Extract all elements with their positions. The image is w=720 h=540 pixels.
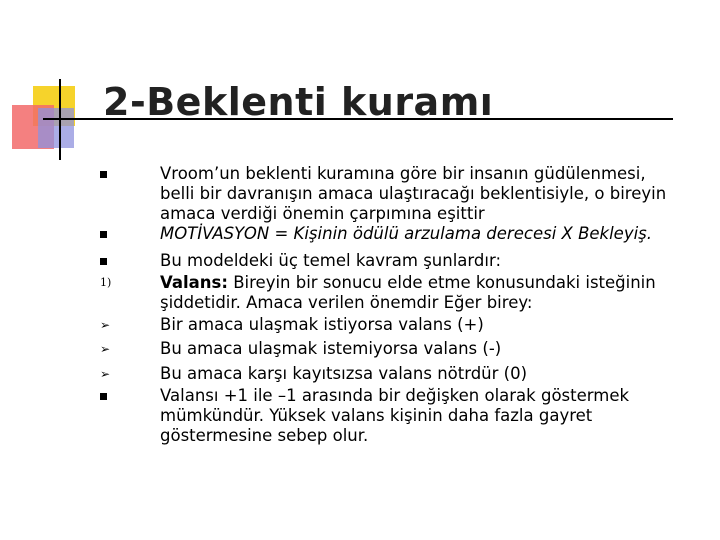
text-line: Bir amaca ulaşmak istiyorsa valans (+)	[160, 315, 484, 334]
text-line: MOTİVASYON = Kişinin ödülü arzulama derecesi X Bekleyiş.	[160, 224, 653, 243]
text-line: şiddetidir. Amaca verilen önemdir Eğer birey:	[160, 293, 533, 312]
bullet-text	[160, 315, 705, 335]
text-line	[160, 273, 705, 293]
square-bullet-icon	[100, 164, 120, 178]
number-marker: 1)	[100, 276, 112, 289]
text-line: Valansı +1 ile –1 arasında bir değişken olarak göstermek	[160, 386, 630, 405]
square-bullet-icon	[100, 224, 120, 238]
text-line: Bu amaca ulaşmak istemiyorsa valans (-)	[160, 339, 502, 358]
text-span: Bireyin bir sonucu elde etme konusundaki isteğinin	[227, 273, 656, 292]
slide-title: 2-Beklenti kuramı	[103, 80, 494, 124]
text-line: amaca verdiği önemin çarpımına eşittir	[160, 204, 485, 223]
text-line: Bu amaca karşı kayıtsızsa valans nötrdür (0)	[160, 364, 528, 383]
arrow-bullet-icon: ➢	[100, 342, 111, 356]
text-line: Vroom’un beklenti kuramına göre bir insanın güdülenmesi,	[160, 164, 646, 183]
bullet-text	[160, 224, 705, 244]
decorative-blue-square	[38, 108, 74, 148]
bullet-text	[160, 164, 705, 224]
bullet-text	[160, 386, 705, 446]
text-line: göstermesine sebep olur.	[160, 426, 369, 445]
arrow-bullet-icon: ➢	[100, 318, 111, 332]
text-line: belli bir davranışın amaca ulaştıracağı beklentisiyle, o bireyin	[160, 184, 667, 203]
arrow-bullet-icon: ➢	[100, 367, 111, 381]
square-bullet-icon	[100, 251, 120, 265]
text-line: mümkündür. Yüksek valans kişinin daha fazla gayret	[160, 406, 593, 425]
square-bullet-icon	[100, 386, 120, 400]
bullet-text	[160, 364, 705, 384]
bullet-text	[160, 251, 705, 271]
bullet-text	[160, 273, 705, 313]
bullet-text	[160, 339, 705, 359]
text-line: Bu modeldeki üç temel kavram şunlardır:	[160, 251, 502, 270]
term-label: Valans:	[160, 273, 228, 292]
